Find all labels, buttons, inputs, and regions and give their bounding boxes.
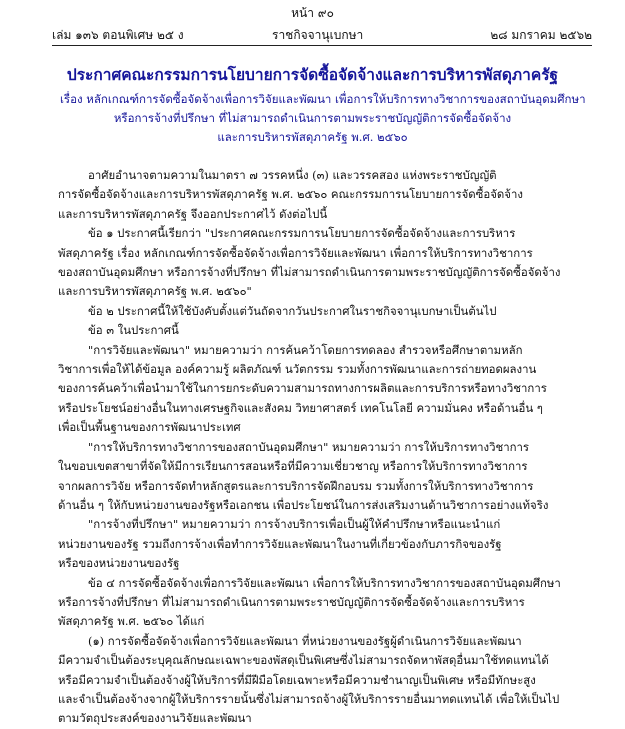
body-line: ของการค้นคว้าเพื่อนำมาใช้ในการยกระดับความสามารถทางการผลิตและการบริการหรือทางวิชาการ [58, 381, 547, 396]
body-line: ในขอบเขตสาขาที่จัดให้มีการเรียนการสอนหรือที่มีความเชี่ยวชาญ หรือการให้บริการทางวิชาการ [58, 459, 528, 474]
body-line: พัสดุภาครัฐ พ.ศ. ๒๕๖๐ ได้แก่ [58, 614, 205, 629]
announcement-body [58, 166, 566, 729]
body-line: (๑) การจัดซื้อจัดจ้างเพื่อการวิจัยและพัฒนา ที่หน่วยงานของรัฐผู้ดำเนินการวิจัยและพัฒนา [88, 633, 522, 648]
body-line: ตามวัตถุประสงค์ของงานวิจัยและพัฒนา [58, 711, 252, 726]
body-line: วิชาการเพื่อให้ได้ข้อมูล องค์ความรู้ ผลิตภัณฑ์ นวัตกรรม รวมทั้งการพัฒนาและการถ่ายทอดผลงาน [58, 362, 537, 377]
body-line: "การจ้างที่ปรึกษา" หมายความว่า การจ้างบริการเพื่อเป็นผู้ให้คำปรึกษาหรือแนะนำแก่ [88, 517, 501, 532]
body-line: ข้อ ๒ ประกาศนี้ให้ใช้บังคับตั้งแต่วันถัดจากวันประกาศในราชกิจจานุเบกษาเป็นต้นไป [88, 303, 497, 318]
body-line: หรือของหน่วยงานของรัฐ [58, 556, 180, 571]
page-number: หน้า ๙๐ [291, 6, 334, 20]
body-line: "การวิจัยและพัฒนา" หมายความว่า การค้นคว้าโดยการทดลอง สำรวจหรือศึกษาตามหลัก [88, 342, 523, 357]
body-line: ข้อ ๑ ประกาศนี้เรียกว่า "ประกาศคณะกรรมการนโยบายการจัดซื้อจัดจ้างและการบริหาร [88, 226, 516, 241]
body-line: อาศัยอำนาจตามความในมาตรา ๗ วรรคหนึ่ง (๓) และวรรคสอง แห่งพระราชบัญญัติ [88, 168, 497, 182]
announcement-subject [60, 90, 586, 147]
body-line: ข้อ ๓ ในประกาศนี้ [88, 323, 179, 338]
issue-number: เล่ม ๑๓๖ ตอนพิเศษ ๒๕ ง [52, 28, 184, 42]
body-line: ของสถาบันอุดมศึกษา หรือการจ้างที่ปรึกษา ที่ไม่สามารถดำเนินการตามพระราชบัญญัติการจัดซื้อจัดจ้าง [58, 265, 561, 280]
body-line: หน่วยงานของรัฐ รวมถึงการจ้างเพื่อทำการวิจัยและพัฒนาในงานที่เกี่ยวข้องกับภารกิจของรัฐ [58, 536, 502, 551]
body-line: พัสดุภาครัฐ เรื่อง หลักเกณฑ์การจัดซื้อจัดจ้างเพื่อการวิจัยและพัฒนา เพื่อการให้บริการทางวิชาการ [58, 245, 533, 260]
body-line: การจัดซื้อจัดจ้างและการบริหารพัสดุภาครัฐ พ.ศ. ๒๕๖๐ คณะกรรมการนโยบายการจัดซื้อจัดจ้าง [58, 187, 523, 202]
body-line: หรือประโยชน์อย่างอื่นในทางเศรษฐกิจและสังคม วิทยาศาสตร์ เทคโนโลยี ความมั่นคง หรือด้านอื่น ๆ [58, 400, 543, 415]
publication-date: ๒๘ มกราคม ๒๕๖๒ [490, 28, 592, 42]
body-line: จากผลการวิจัย หรือการจัดทำหลักสูตรและการบริการจัดฝึกอบรม รวมทั้งการให้บริการทางวิชาการ [58, 478, 534, 493]
body-line: "การให้บริการทางวิชาการของสถาบันอุดมศึกษา" หมายความว่า การให้บริการทางวิชาการ [88, 439, 530, 454]
header-divider [52, 45, 592, 46]
subject-line: และการบริหารพัสดุภาครัฐ พ.ศ. ๒๕๖๐ [217, 130, 408, 144]
announcement-title: ประกาศคณะกรรมการนโยบายการจัดซื้อจัดจ้างและการบริหารพัสดุภาครัฐ [66, 65, 559, 84]
body-line: และจำเป็นต้องจ้างจากผู้ให้บริการรายนั้นซึ่งไม่สามารถจ้างผู้ให้บริการรายอื่นมาทดแทนได้ เพื่อให้เป็นไป [58, 691, 560, 706]
body-line: และการบริหารพัสดุภาครัฐ จึงออกประกาศไว้ ดังต่อไปนี้ [58, 206, 328, 221]
body-line: เพื่อเป็นพื้นฐานของการพัฒนาประเทศ [58, 420, 241, 435]
body-line: ด้านอื่น ๆ ให้กับหน่วยงานของรัฐหรือเอกชน เพื่อประโยชน์ในการส่งเสริมงานด้านวิชาการอย่างแท้จริง [58, 497, 549, 512]
body-line: มีความจำเป็นต้องระบุคุณลักษณะเฉพาะของพัสดุเป็นพิเศษซึ่งไม่สามารถจัดหาพัสดุอื่นมาใช้ทดแทนได้ [58, 653, 549, 668]
body-line: ข้อ ๔ การจัดซื้อจัดจ้างเพื่อการวิจัยและพัฒนา เพื่อการให้บริการทางวิชาการของสถาบันอุดมศึกษา [88, 575, 561, 590]
body-line: และการบริหารพัสดุภาครัฐ พ.ศ. ๒๕๖๐" [58, 284, 252, 299]
subject-line: หรือการจ้างที่ปรึกษา ที่ไม่สามารถดำเนินการตามพระราชบัญญัติการจัดซื้อจัดจ้าง [113, 111, 512, 125]
gazette-header [52, 26, 592, 42]
body-line: หรือมีความจำเป็นต้องจ้างผู้ให้บริการที่มีฝีมือโดยเฉพาะหรือมีความชำนาญเป็นพิเศษ หรือมีทักษะสูง [58, 672, 536, 687]
body-line: หรือการจ้างที่ปรึกษา ที่ไม่สามารถดำเนินการตามพระราชบัญญัติการจัดซื้อจัดจ้างและการบริหาร [58, 594, 525, 609]
gazette-name: ราชกิจจานุเบกษา [272, 28, 364, 42]
subject-line: เรื่อง หลักเกณฑ์การจัดซื้อจัดจ้างเพื่อการวิจัยและพัฒนา เพื่อการให้บริการทางวิชาการของสถาบันอุดมศึกษา [60, 92, 586, 106]
